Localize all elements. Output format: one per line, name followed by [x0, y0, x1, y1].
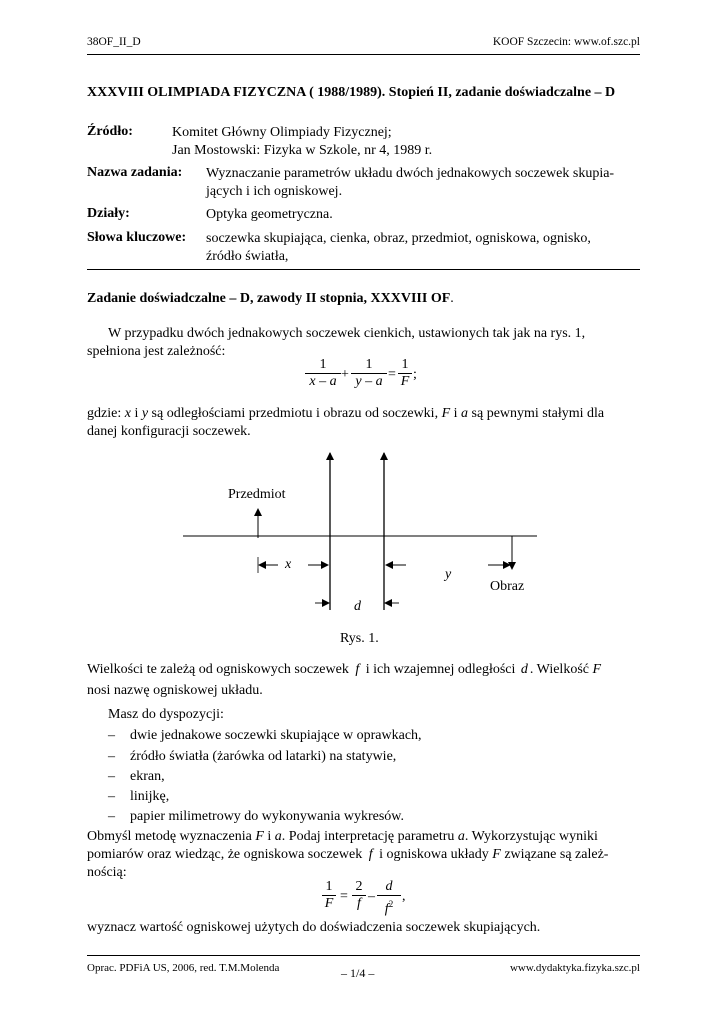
section-label: Działy: — [87, 206, 130, 221]
formula-2-den-1: F — [322, 895, 336, 912]
object-label: Przedmiot — [228, 487, 286, 502]
task-heading-text: Zadanie doświadczalne – D, zawody II stopnia, XXXVIII OF — [87, 291, 451, 306]
keywords-label: Słowa kluczowe: — [87, 230, 187, 245]
where-line-2: danej konfiguracji soczewek. — [87, 424, 251, 439]
final-line: wyznacz wartość ogniskowej użytych do doświadczenia soczewek skupiających. — [87, 920, 541, 935]
y-label: y — [445, 567, 452, 582]
available-intro: Masz do dyspozycji: — [108, 707, 224, 722]
header-left: 38OF_II_D — [87, 36, 141, 48]
formula-1-den-2: y – a — [351, 373, 387, 390]
formula-2-minus: – — [368, 889, 375, 904]
list-item: – dwie jednakowe soczewki skupiające w oprawkach, — [108, 728, 422, 743]
figure-caption: Rys. 1. — [340, 631, 379, 646]
x-label: x — [285, 557, 292, 572]
section-value: Optyka geometryczna. — [206, 207, 333, 222]
list-item: – ekran, — [108, 769, 165, 784]
list-item: – źródło światła (żarówka od latarki) na statywie, — [108, 749, 397, 764]
formula-1-den-1: x – a — [305, 373, 341, 390]
formula-2-frac-3 — [377, 879, 401, 918]
d-label: d — [354, 599, 361, 614]
task-name-label: Nazwa zadania: — [87, 165, 183, 180]
header-right: KOOF Szczecin: www.of.szc.pl — [492, 36, 640, 48]
task-heading-end: . — [450, 291, 454, 306]
intro-line-1: W przypadku dwóch jednakowych soczewek cienkich, ustawionych tak jak na rys. 1, — [108, 326, 586, 341]
instructions-line-3: nością: — [87, 865, 127, 880]
formula-2-num-3: d — [385, 879, 393, 894]
formula-1-frac-2 — [351, 357, 387, 390]
footer-rule — [87, 955, 640, 956]
footer-right: www.dydaktyka.fizyka.szc.pl — [509, 962, 640, 974]
formula-1-frac-3 — [398, 357, 412, 390]
list-item: – linijkę, — [108, 789, 170, 804]
list-item: – papier milimetrowy do wykonywania wykresów. — [108, 809, 404, 824]
task-name-line-1: Wyznaczanie parametrów układu dwóch jednakowych soczewek skupia- — [206, 166, 615, 181]
formula-1-num-1: 1 — [319, 357, 327, 372]
instructions-line-1: Obmyśl metodę wyznaczenia F i a. Podaj interpretację parametru a. Wykorzystując wyniki — [87, 829, 598, 844]
image-label: Obraz — [490, 579, 525, 594]
formula-2-den-2: f — [352, 895, 366, 912]
page-title: XXXVIII OLIMPIADA FIZYCZNA ( 1988/1989). Stopień II, zadanie doświadczalne – D — [87, 85, 616, 100]
dependence-line-1: Wielkości te zależą od ogniskowych soczewek f i ich wzajemnej odległości d . Wielkość F — [87, 662, 602, 677]
source-line-2: Jan Mostowski: Fizyka w Szkole, nr 4, 1989 r. — [172, 143, 433, 158]
keywords-line-2: źródło światła, — [206, 249, 289, 264]
formula-1-den-3: F — [398, 373, 412, 390]
formula-2-frac-2 — [352, 879, 366, 912]
instructions-line-2: pomiarów oraz wiedząc, że ogniskowa soczewek f i ogniskowa układy F związane są zależ- — [87, 847, 609, 862]
keywords-line-1: soczewka skupiająca, cienka, obraz, przedmiot, ogniskowa, ognisko, — [206, 231, 591, 246]
formula-2-den-3: $f^2$ — [377, 895, 401, 918]
formula-1-num-3: 1 — [401, 357, 409, 372]
formula-2-frac-1 — [322, 879, 336, 912]
formula-2-equals: = — [340, 889, 348, 904]
dependence-line-2: nosi nazwę ogniskowej układu. — [87, 683, 263, 698]
source-label: Źródło: — [87, 124, 133, 139]
page-number: – 1/4 – — [341, 966, 375, 980]
task-heading — [87, 290, 454, 308]
source-line-1: Komitet Główny Olimpiady Fizycznej; — [172, 125, 392, 140]
where-line-1: gdzie: x i y są odległościami przedmiotu i obrazu od soczewki, F i a są pewnymi stałymi dla — [87, 406, 605, 421]
header-rule — [87, 54, 640, 55]
intro-line-2: spełniona jest zależność: — [87, 344, 226, 359]
formula-2-num-2: 2 — [355, 879, 363, 894]
formula-1-end: ; — [413, 367, 417, 382]
footer-left: Oprac. PDFiA US, 2006, red. T.M.Molenda — [87, 962, 280, 974]
formula-1-num-2: 1 — [365, 357, 373, 372]
formula-1-frac-1 — [305, 357, 341, 390]
task-name-line-2: jących i ich ogniskowej. — [206, 184, 343, 199]
formula-2-end: , — [402, 889, 406, 904]
formula-1-equals: = — [388, 367, 396, 382]
meta-rule — [87, 269, 640, 270]
formula-2-num-1: 1 — [325, 879, 333, 894]
formula-1-plus: + — [341, 367, 349, 382]
